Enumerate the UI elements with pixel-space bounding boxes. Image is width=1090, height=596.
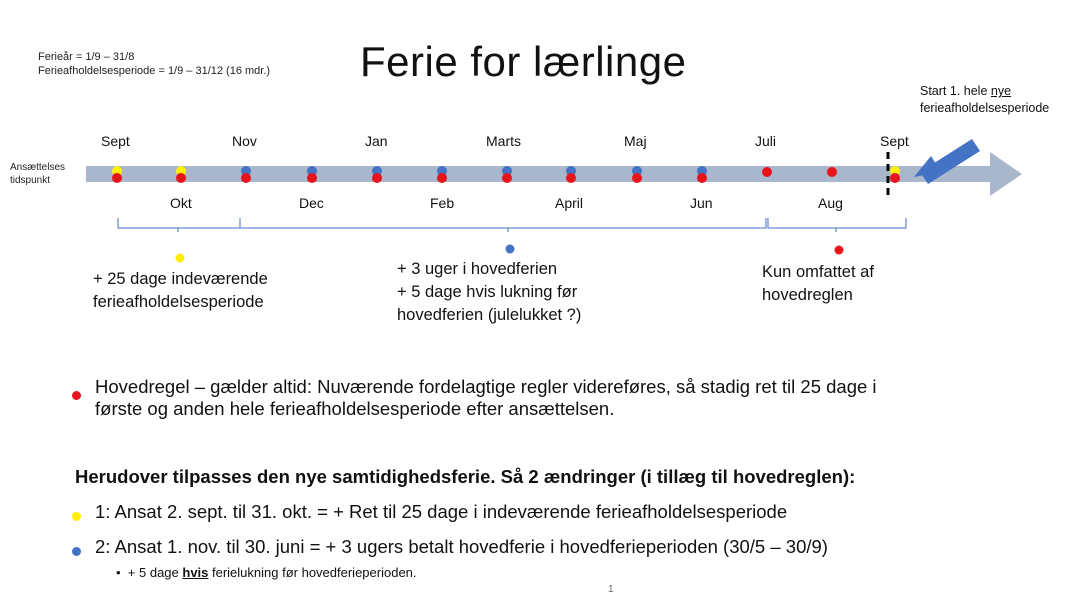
timeline-dot-red — [437, 173, 447, 183]
brace-red-group — [768, 218, 906, 232]
month-label-top: Nov — [232, 133, 257, 149]
employment-label-line1: Ansættelses — [10, 162, 66, 173]
timeline-dot-red — [372, 173, 382, 183]
main-rule-bullet-dot — [72, 387, 81, 405]
timeline-dot-red — [632, 173, 642, 183]
main-rule-text — [95, 376, 1085, 420]
group-dot-red — [835, 246, 844, 255]
yellow-group-line: + 25 dage indeværende — [93, 270, 268, 288]
month-label-top: Sept — [101, 133, 130, 149]
month-label-bottom: April — [555, 195, 584, 211]
blue-group-line: + 5 dage hvis lukning før — [397, 283, 578, 301]
sub-bullet-underlined: hvis — [182, 565, 209, 580]
yellow-group-text — [93, 268, 268, 314]
group-dot-yellow — [176, 254, 185, 263]
employment-label-line2: tidspunkt — [10, 175, 51, 186]
timeline-dot-red — [827, 167, 837, 177]
brace-yellow-group — [118, 218, 240, 232]
brace-blue-group — [240, 218, 766, 232]
month-label-top: Maj — [624, 133, 647, 149]
month-label-top: Jan — [365, 133, 388, 149]
timeline-dot-red — [176, 173, 186, 183]
sub-bullet-suffix: ferielukning før hovedferieperioden. — [208, 565, 417, 580]
start-note-prefix: Start 1. hele — [920, 84, 991, 98]
start-note-line2: ferieafholdelsesperiode — [920, 101, 1050, 115]
blue-group-text — [397, 258, 581, 327]
month-label-bottom: Feb — [430, 195, 455, 211]
group-dot-blue — [506, 245, 515, 254]
change2-text: 2: Ansat 1. nov. til 30. juni = + 3 ugers betalt hovedferie i hovedferieperioden (30/5 – 30/9) — [95, 536, 828, 557]
change2-bullet-dot — [72, 543, 81, 561]
page-number: 1 — [608, 584, 614, 595]
month-label-bottom: Jun — [690, 195, 713, 211]
page-title: Ferie for lærlinge — [360, 38, 687, 85]
timeline-dot-red — [502, 173, 512, 183]
change1-bullet-dot — [72, 508, 81, 526]
month-label-bottom: Aug — [818, 195, 843, 211]
timeline-dot-red — [890, 173, 900, 183]
red-group-line: Kun omfattet af — [762, 263, 874, 281]
blue-group-line: hovedferien (julelukket ?) — [397, 306, 582, 324]
holiday-period-line: Ferieafholdelsesperiode = 1/9 – 31/12 (16 mdr.) — [38, 65, 271, 77]
changes-heading: Herudover tilpasses den nye samtidighedsferie. Så 2 ændringer (i tillæg til hovedreglen): — [75, 466, 856, 487]
month-label-bottom: Dec — [299, 195, 324, 211]
timeline-dot-red — [697, 173, 707, 183]
timeline-dot-red — [241, 173, 251, 183]
yellow-group-line: ferieafholdelsesperiode — [93, 293, 264, 311]
main-rule-line: første og anden hele ferieafholdelsesperiode efter ansættelsen. — [95, 398, 615, 419]
timeline-dot-red — [112, 173, 122, 183]
red-group-text — [762, 261, 874, 307]
sub-bullet — [116, 565, 417, 580]
start-note-underlined: nye — [990, 84, 1012, 98]
month-label-top: Sept — [880, 133, 909, 149]
blue-group-line: + 3 uger i hovedferien — [397, 260, 558, 278]
month-label-top: Marts — [486, 133, 521, 149]
timeline-arrow — [86, 152, 1022, 196]
month-label-top: Juli — [755, 133, 777, 149]
red-group-line: hovedreglen — [762, 286, 853, 304]
timeline-dot-red — [762, 167, 772, 177]
sub-bullet-prefix: + 5 dage — [127, 565, 183, 580]
change1-text: 1: Ansat 2. sept. til 31. okt. = + Ret til 25 dage i indeværende ferieafholdelsesperiode — [95, 501, 788, 522]
main-rule-line: Hovedregel – gælder altid: Nuværende fordelagtige regler videreføres, så stadig ret til 25 dage i — [95, 376, 877, 397]
sub-bullet-marker: • — [116, 565, 121, 580]
month-label-bottom: Okt — [170, 195, 192, 211]
timeline-dot-red — [307, 173, 317, 183]
timeline-dot-red — [566, 173, 576, 183]
holiday-year-line: Ferieår = 1/9 – 31/8 — [38, 51, 135, 63]
